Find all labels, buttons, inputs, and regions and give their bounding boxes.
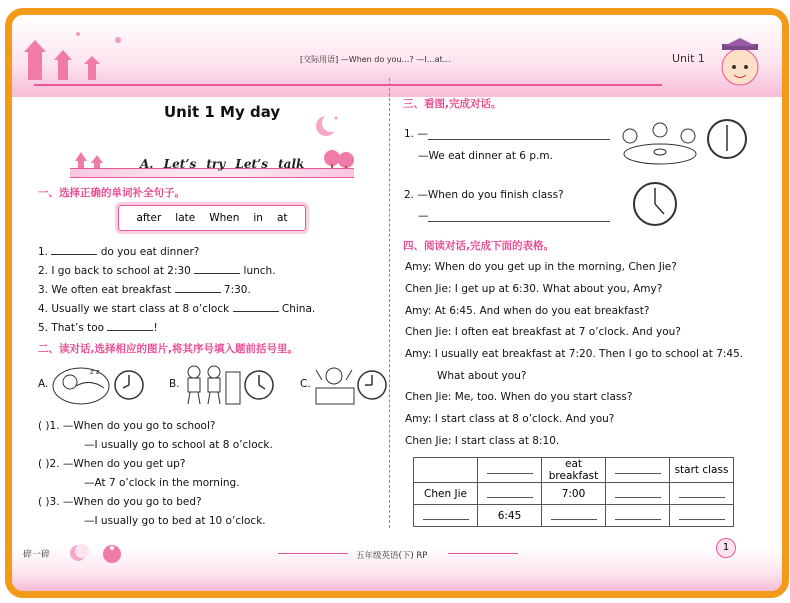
dialog-1-question: ( )1. —When do you go to school? xyxy=(38,420,216,432)
table-cell: Chen Jie xyxy=(414,483,478,505)
reading-line-8: Amy: I start class at 8 o’clock. And you? xyxy=(405,413,615,425)
answer-blank[interactable] xyxy=(51,245,97,255)
section-subtitle: A. Let’s try Let’s talk xyxy=(140,157,305,171)
page-number: 1 xyxy=(716,538,736,558)
family-dinner-icon xyxy=(616,118,704,170)
column-divider xyxy=(389,78,390,528)
reading-line-9: Chen Jie: I start class at 8:10. xyxy=(405,435,560,447)
svg-text:z z: z z xyxy=(90,368,100,376)
fill-item-3: 3. We often eat breakfast 7:30. xyxy=(38,284,251,296)
book-title: 五年级英语(下) RP xyxy=(356,551,428,561)
table-cell-blank[interactable] xyxy=(478,483,542,505)
reading-line-7: Chen Jie: Me, too. When do you start class? xyxy=(405,391,633,403)
pic-label-a: A. xyxy=(38,378,49,390)
pagoda-decoration-icon xyxy=(18,20,138,80)
section-4-title: 四、阅读对话,完成下面的表格。 xyxy=(403,240,554,252)
word-bank-item: at xyxy=(276,212,288,224)
table-cell-blank[interactable] xyxy=(606,483,670,505)
word-bank-item: late xyxy=(175,212,196,224)
table-cell: eat breakfast xyxy=(542,458,606,483)
word-bank-item: When xyxy=(209,212,240,224)
section-2-title: 二、读对话,选择相应的图片,将其序号填入题前括号里。 xyxy=(38,343,298,355)
reading-line-2: Chen Jie: I get up at 6:30. What about you, Amy? xyxy=(405,283,663,295)
q2-answer-line[interactable] xyxy=(428,221,610,222)
clock-icon xyxy=(356,369,388,401)
answer-blank[interactable] xyxy=(233,302,279,312)
corner-label: 碎一碎 xyxy=(23,550,51,560)
pic-label-c: C. xyxy=(300,378,311,390)
unit-label: Unit 1 xyxy=(672,52,705,65)
waking-child-icon xyxy=(312,362,358,408)
q1-prefix: 1. — xyxy=(404,128,428,140)
q2-prefix: — xyxy=(418,210,429,222)
table-cell-blank[interactable] xyxy=(478,458,542,483)
table-cell-blank[interactable] xyxy=(414,505,478,527)
reading-line-5: Amy: I usually eat breakfast at 7:20. Then I go to school at 7:45. xyxy=(405,348,744,360)
q1-answer-line[interactable] xyxy=(428,139,610,140)
reading-line-3: Amy: At 6:45. And when do you eat breakfast? xyxy=(405,305,650,317)
table-cell: 6:45 xyxy=(478,505,542,527)
word-bank-item: after xyxy=(136,212,162,224)
table-row xyxy=(414,505,734,527)
reading-line-1: Amy: When do you get up in the morning, Chen Jie? xyxy=(405,261,677,273)
word-bank xyxy=(118,205,306,231)
table-cell: start class xyxy=(670,458,734,483)
table-cell-blank[interactable] xyxy=(542,505,606,527)
schedule-table xyxy=(413,457,734,527)
section-1-title: 一、选择正确的单词补全句子。 xyxy=(38,187,185,199)
moon-decoration-icon xyxy=(66,540,136,566)
fill-item-5: 5. That’s too ! xyxy=(38,322,158,334)
table-cell-blank[interactable] xyxy=(670,505,734,527)
table-row xyxy=(414,483,734,505)
table-cell-blank[interactable] xyxy=(606,505,670,527)
fill-item-4: 4. Usually we start class at 8 o’clock China. xyxy=(38,303,316,315)
table-cell: 7:00 xyxy=(542,483,606,505)
clock-icon xyxy=(707,117,747,161)
dialog-2-reply: —At 7 o’clock in the morning. xyxy=(84,477,240,489)
fill-item-2: 2. I go back to school at 2:30 lunch. xyxy=(38,265,276,277)
children-walking-icon xyxy=(180,362,242,408)
clock-icon xyxy=(113,369,145,401)
answer-blank[interactable] xyxy=(175,283,221,293)
dialog-1-reply: —I usually go to school at 8 o’clock. xyxy=(84,439,273,451)
breadcrumb: [交际用语] —When do you…? —I…at… xyxy=(300,55,451,64)
clock-icon xyxy=(243,369,275,401)
table-cell-blank[interactable] xyxy=(670,483,734,505)
footer-rule-right xyxy=(448,553,518,554)
q1-reply: —We eat dinner at 6 p.m. xyxy=(418,150,553,162)
q2-question: 2. —When do you finish class? xyxy=(404,189,564,201)
dialog-3-reply: —I usually go to bed at 10 o’clock. xyxy=(84,515,266,527)
table-row xyxy=(414,458,734,483)
pic-label-b: B. xyxy=(169,378,180,390)
reading-line-4: Chen Jie: I often eat breakfast at 7 o’clock. And you? xyxy=(405,326,681,338)
fill-item-1: 1. do you eat dinner? xyxy=(38,246,200,258)
answer-blank[interactable] xyxy=(194,264,240,274)
clock-icon xyxy=(632,181,678,227)
table-cell xyxy=(414,458,478,483)
header-rule xyxy=(34,84,662,86)
dialog-2-question: ( )2. —When do you get up? xyxy=(38,458,186,470)
sleeping-child-icon xyxy=(50,362,112,408)
graduate-character-icon xyxy=(700,32,770,92)
section-3-title: 三、看图,完成对话。 xyxy=(403,98,502,110)
answer-blank[interactable] xyxy=(107,321,153,331)
word-bank-item: in xyxy=(253,212,263,224)
page-title: Unit 1 My day xyxy=(164,103,281,121)
dialog-3-question: ( )3. —When do you go to bed? xyxy=(38,496,202,508)
reading-line-6: What about you? xyxy=(437,370,527,382)
moon-icon xyxy=(312,114,342,138)
footer-rule-left xyxy=(278,553,348,554)
table-cell-blank[interactable] xyxy=(606,458,670,483)
